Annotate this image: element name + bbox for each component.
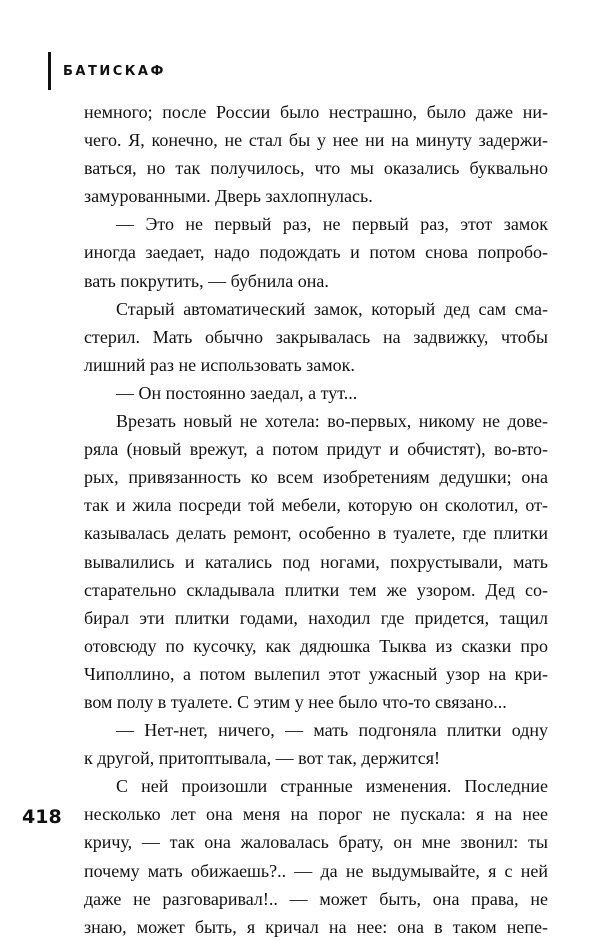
text-line: так и жила посреди той мебели, которую он сколотил, от- bbox=[84, 495, 548, 516]
text-line: рых, привязанность ко всем изобретениям дедушки; она bbox=[84, 467, 548, 488]
text-line: стерил. Мать обычно закрывалась на задвижку, чтобы bbox=[84, 326, 548, 347]
text-line: почему мать обижаешь?.. — да не выдумывайте, я с ней bbox=[84, 860, 548, 881]
text-line: — Он постоянно заедал, а тут... bbox=[116, 382, 358, 403]
text-line: отовсюду по кусочку, как дядюшка Тыква из сказки про bbox=[84, 635, 548, 656]
text-line: Старый автоматический замок, который дед сам сма- bbox=[116, 298, 548, 319]
text-line: кричу, — так она жаловалась брату, он мне звонил: ты bbox=[84, 832, 548, 853]
text-line: лишний раз не использовать замок. bbox=[84, 354, 355, 375]
running-head-title: БАТИСКАФ bbox=[63, 63, 166, 79]
running-head bbox=[48, 52, 166, 90]
text-line: ряла (новый врежут, а потом придут и обчистят), во-вто- bbox=[84, 439, 548, 460]
text-line: вывалились и катались под ногами, похрустывали, мать bbox=[84, 551, 548, 572]
text-line: иногда заедает, надо подождать и потом снова попробо- bbox=[84, 242, 548, 263]
page-number: 418 bbox=[22, 806, 62, 828]
text-line: к другой, притоптывала, — вот так, держится! bbox=[84, 748, 440, 769]
text-line: ваться, но так получилось, что мы оказались буквально bbox=[84, 158, 548, 179]
text-line: бирал эти плитки годами, находил где придется, тащил bbox=[84, 607, 548, 628]
running-head-rule bbox=[48, 52, 51, 90]
text-line: вом полу в туалете. С этим у нее было что-то связано... bbox=[84, 691, 507, 712]
text-line: вать покрутить, — бубнила она. bbox=[84, 270, 329, 291]
text-line: даже не разговаривал!.. — может быть, она права, не bbox=[84, 888, 548, 909]
text-line: казывалась делать ремонт, особенно в туалете, где плитки bbox=[84, 523, 548, 544]
text-line: чего. Я, конечно, не стал бы у нее ни на минуту задержи- bbox=[84, 130, 548, 151]
text-line: несколько лет она меня на порог не пускала: я на нее bbox=[84, 804, 548, 825]
text-line: С ней произошли странные изменения. Последние bbox=[116, 776, 548, 797]
text-line: — Нет-нет, ничего, — мать подгоняла плитки одну bbox=[116, 720, 548, 741]
text-line: старательно складывала плитки тем же узором. Дед со- bbox=[84, 579, 548, 600]
text-line: знаю, может быть, я кричал на нее: она в таком непе- bbox=[84, 916, 548, 937]
text-line: замурованными. Дверь захлопнулась. bbox=[84, 186, 373, 207]
text-line: — Это не первый раз, не первый раз, этот замок bbox=[116, 214, 548, 235]
text-line: Врезать новый не хотела: во-первых, никому не дове- bbox=[116, 411, 548, 432]
text-line: немного; после России было нестрашно, было даже ни- bbox=[84, 102, 548, 122]
body-text bbox=[84, 98, 548, 941]
text-line: Чиполлино, а потом вылепил этот ужасный узор на кри- bbox=[84, 663, 548, 684]
